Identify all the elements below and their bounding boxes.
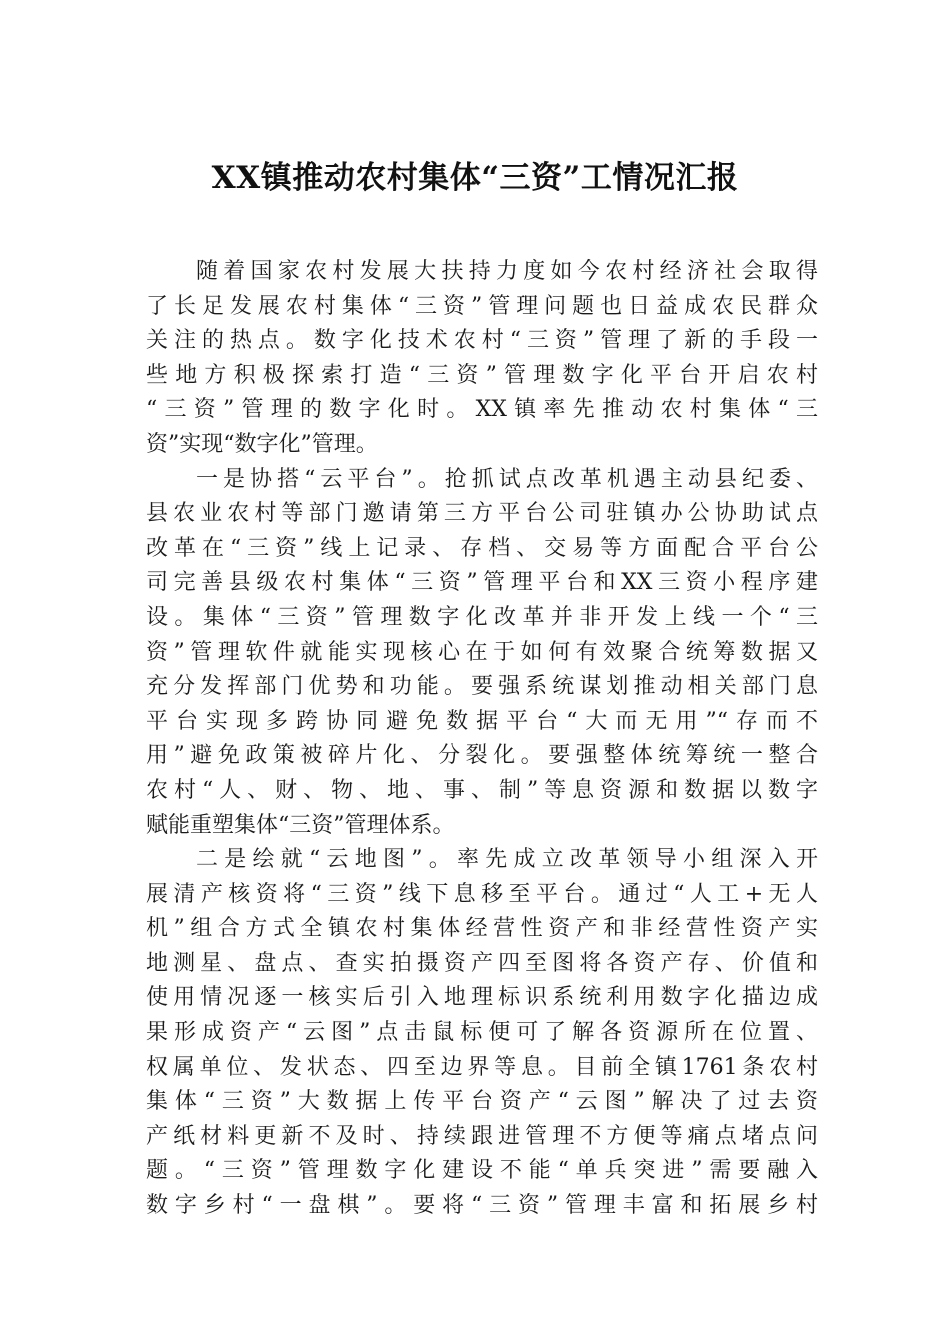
text-line: 资”管理软件就能实现核心在于如何有效聚合统筹数据又 bbox=[146, 639, 818, 665]
text-line: 平台实现多跨协同避免数据平台“大而无用”“存而不 bbox=[146, 708, 818, 734]
text-line: 随着国家农村发展大扶持力度如今农村经济社会取得 bbox=[196, 259, 818, 284]
text-line: 展清产核资将“三资”线下息移至平台。通过“人工+无人 bbox=[146, 881, 818, 907]
text-line: 地测星、盘点、查实拍摄资产四至图将各资产存、价值和 bbox=[146, 950, 818, 976]
text-line: 数字乡村“一盘棋”。要将“三资”管理丰富和拓展乡村 bbox=[146, 1193, 818, 1219]
text-line: 县农业农村等部门邀请第三方平台公司驻镇办公协助试点 bbox=[146, 501, 818, 527]
text-line: 改革在“三资”线上记录、存档、交易等方面配合平台公 bbox=[146, 535, 818, 561]
text-line: 一是协搭“云平台”。抢抓试点改革机遇主动县纪委、 bbox=[196, 466, 818, 492]
text-line: 了长足发展农村集体“三资”管理问题也日益成农民群众 bbox=[146, 293, 818, 319]
text-line: “三资”管理的数字化时。XX镇率先推动农村集体“三 bbox=[146, 397, 818, 423]
text-line: 使用情况逐一核实后引入地理标识系统利用数字化描边成 bbox=[146, 985, 818, 1011]
text-line: 资”实现“数字化”管理。 bbox=[146, 431, 378, 457]
text-line: 果形成资产“云图”点击鼠标便可了解各资源所在位置、 bbox=[146, 1020, 818, 1046]
document-body bbox=[146, 255, 818, 1224]
text-line: 二是绘就“云地图”。率先成立改革领导小组深入开 bbox=[196, 847, 818, 873]
text-line: 司完善县级农村集体“三资”管理平台和XX三资小程序建 bbox=[146, 570, 818, 596]
document-title: XX镇推动农村集体“三资”工情况汇报 bbox=[211, 160, 739, 196]
paragraph-intro bbox=[146, 255, 818, 463]
text-line: 农村“人、财、物、地、事、制”等息资源和数据以数字 bbox=[146, 777, 818, 803]
paragraph-cloud-platform bbox=[146, 463, 818, 844]
text-line: 些地方积极探索打造“三资”管理数字化平台开启农村 bbox=[146, 362, 818, 388]
text-line: 充分发挥部门优势和功能。要强系统谋划推动相关部门息 bbox=[146, 674, 818, 700]
text-line: 设。集体“三资”管理数字化改革并非开发上线一个“三 bbox=[146, 604, 818, 630]
paragraph-cloud-map bbox=[146, 843, 818, 1224]
text-line: 产纸材料更新不及时、持续跟进管理不方便等痛点堵点问 bbox=[146, 1123, 818, 1149]
text-line: 题。“三资”管理数字化建设不能“单兵突进”需要融入 bbox=[146, 1158, 818, 1184]
text-line: 机”组合方式全镇农村集体经营性资产和非经营性资产实 bbox=[146, 916, 818, 942]
text-line: 集体“三资”大数据上传平台资产“云图”解决了过去资 bbox=[146, 1089, 818, 1115]
text-line: 权属单位、发状态、四至边界等息。目前全镇1761条农村 bbox=[146, 1054, 818, 1080]
text-line: 用”避免政策被碎片化、分裂化。要强整体统筹统一整合 bbox=[146, 743, 818, 769]
text-line: 赋能重塑集体“三资”管理体系。 bbox=[146, 812, 455, 838]
text-line: 关注的热点。数字化技术农村“三资”管理了新的手段一 bbox=[146, 328, 818, 354]
